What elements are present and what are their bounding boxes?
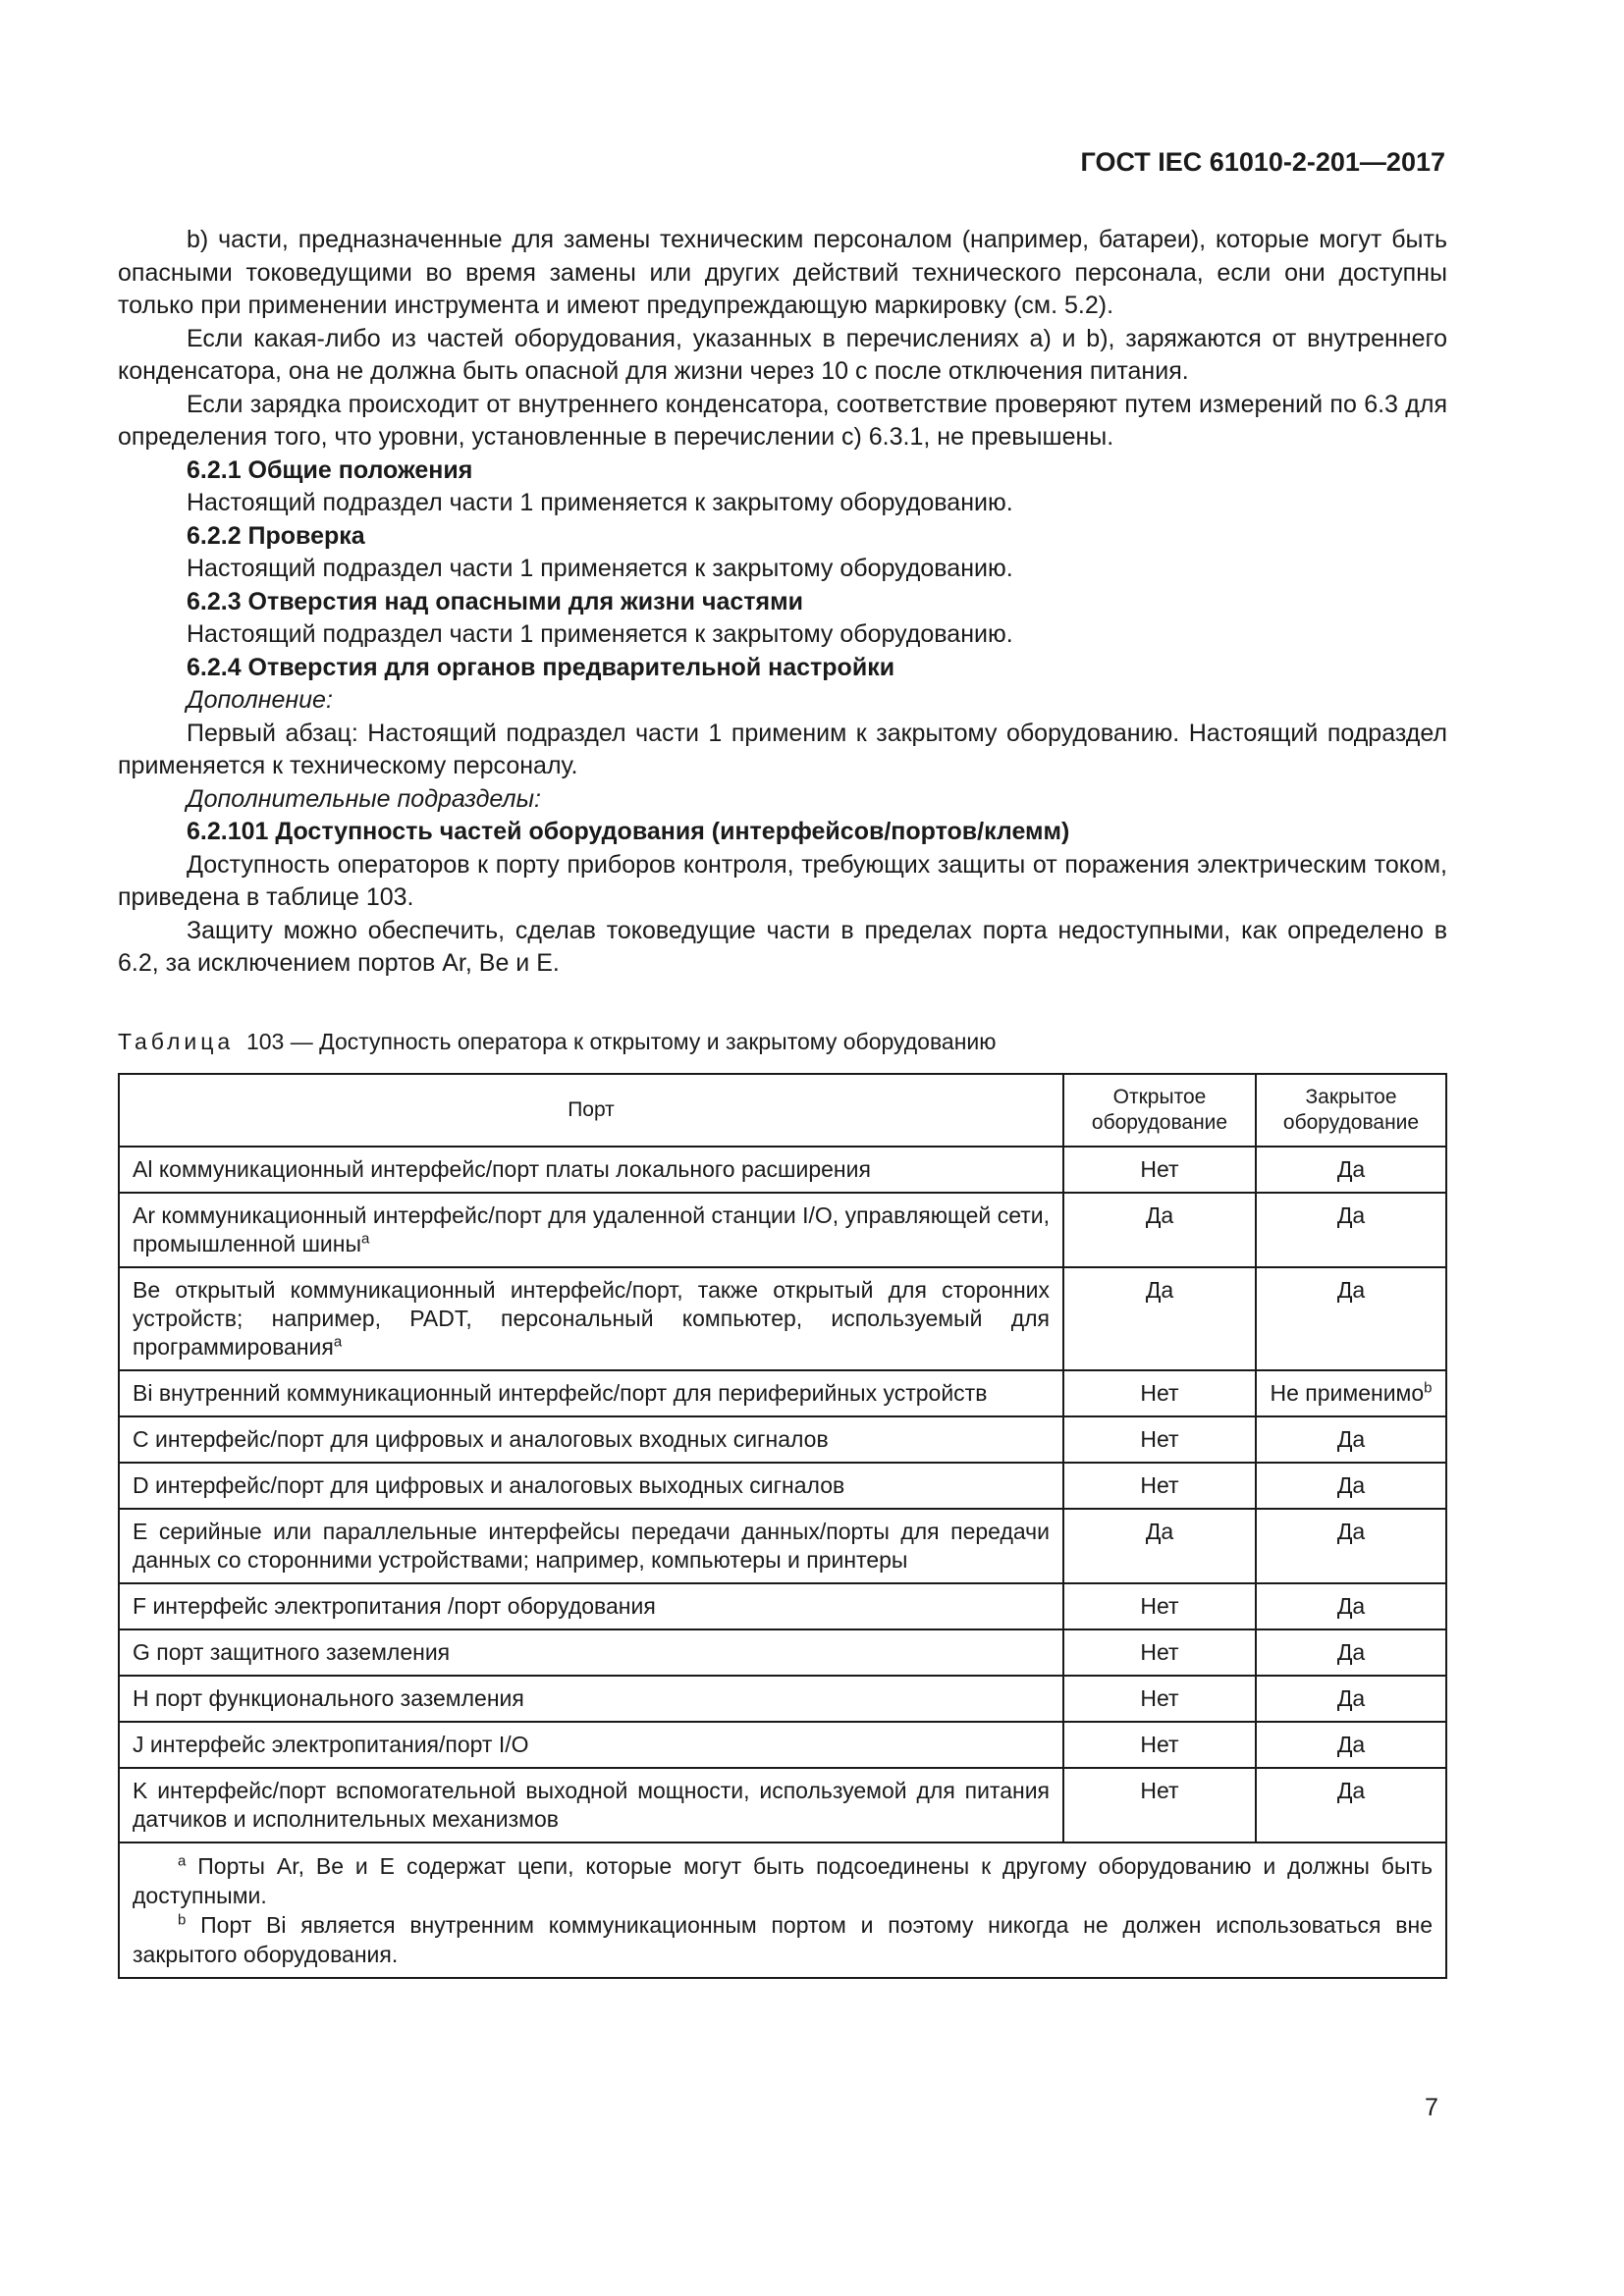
open-equipment-cell: Нет	[1063, 1629, 1256, 1676]
closed-value: Да	[1336, 1685, 1366, 1711]
open-equipment-cell: Да	[1063, 1267, 1256, 1370]
footnote-a-text: Порты Ar, Be и E содержат цепи, которые могут быть подсоединены к другому оборудованию и должны быть доступными.	[133, 1853, 1434, 1908]
port-text: K интерфейс/порт вспомогательной выходной мощности, используемой для питания датчиков и исполнительных механизмов	[133, 1778, 1050, 1832]
table-row	[119, 1768, 1446, 1842]
open-equipment-cell: Да	[1063, 1509, 1256, 1583]
paragraph-b: b) части, предназначенные для замены техническим персоналом (например, батареи), которые могут быть опасными токоведущими во время замены или других действий технического персонала, если они доступны только при применении инструмента и имеют предупреждающую маркировку (см. 5.2).	[118, 226, 1447, 319]
table-caption-text: 103 — Доступность оператора к открытому и закрытому оборудованию	[245, 1029, 997, 1054]
closed-equipment-cell	[1256, 1676, 1446, 1722]
port-text: D интерфейс/порт для цифровых и аналоговых выходных сигналов	[133, 1472, 845, 1498]
table-caption-label: Таблица	[118, 1029, 235, 1054]
table-notes-row	[119, 1842, 1446, 1978]
table-row	[119, 1509, 1446, 1583]
table-row	[119, 1722, 1446, 1768]
port-text: Bi внутренний коммуникационный интерфейс/порт для периферийных устройств	[133, 1380, 988, 1406]
table-notes	[119, 1842, 1446, 1978]
closed-value: Да	[1336, 1202, 1366, 1228]
port-text: Ar коммуникационный интерфейс/порт для удаленной станции I/O, управляющей сети, промышленной шины	[133, 1202, 1050, 1256]
table-row	[119, 1676, 1446, 1722]
port-cell	[119, 1463, 1063, 1509]
heading-6-2-2: 6.2.2 Проверка	[187, 521, 365, 550]
closed-value: Да	[1336, 1472, 1366, 1498]
port-cell	[119, 1768, 1063, 1842]
port-text: Al коммуникационный интерфейс/порт платы локального расширения	[133, 1156, 871, 1182]
closed-value: Да	[1336, 1778, 1366, 1803]
footnote-b-mark: b	[178, 1911, 187, 1929]
port-cell	[119, 1147, 1063, 1193]
paragraph-first: Первый абзац: Настоящий подраздел части 1 применим к закрытому оборудованию. Настоящий подраздел применяется к техническому персоналу.	[118, 719, 1447, 779]
closed-equipment-cell	[1256, 1768, 1446, 1842]
port-text: F интерфейс электропитания /порт оборудования	[133, 1593, 656, 1619]
open-equipment-cell: Да	[1063, 1193, 1256, 1267]
header-open-equipment: Открытое оборудование	[1063, 1074, 1256, 1147]
port-text: E серийные или параллельные интерфейсы передачи данных/порты для передачи данных со сторонними устройствами; например, компьютеры и принтеры	[133, 1519, 1050, 1573]
closed-value: Да	[1336, 1277, 1366, 1303]
heading-6-2-3: 6.2.3 Отверстия над опасными для жизни частями	[187, 587, 803, 615]
paragraph-protect: Защиту можно обеспечить, сделав токоведущие части в пределах порта недоступными, как определено в 6.2, за исключением портов Ar, Be и E.	[118, 916, 1447, 977]
heading-6-2-1: 6.2.1 Общие положения	[187, 455, 473, 484]
footnote-ref: a	[361, 1230, 370, 1248]
document-id: ГОСТ IEC 61010-2-201—2017	[1080, 147, 1445, 177]
footnote-a	[133, 1851, 1433, 1910]
open-equipment-cell: Нет	[1063, 1722, 1256, 1768]
text-6-2-2: Настоящий подраздел части 1 применяется к закрытому оборудованию.	[187, 555, 1013, 582]
text-6-2-1: Настоящий подраздел части 1 применяется к закрытому оборудованию.	[187, 489, 1013, 516]
table-row	[119, 1147, 1446, 1193]
closed-equipment-cell	[1256, 1193, 1446, 1267]
page-number: 7	[1425, 2094, 1438, 2121]
port-text: Be открытый коммуникационный интерфейс/порт, также открытый для сторонних устройств; например, PADT, персональный компьютер, используемый для программирования	[133, 1277, 1050, 1360]
port-cell	[119, 1722, 1063, 1768]
port-cell	[119, 1509, 1063, 1583]
closed-value: Да	[1336, 1639, 1366, 1665]
port-cell	[119, 1193, 1063, 1267]
table-row	[119, 1416, 1446, 1463]
closed-equipment-cell	[1256, 1722, 1446, 1768]
closed-value: Да	[1336, 1426, 1366, 1452]
table-row	[119, 1193, 1446, 1267]
paragraph-check: Если зарядка происходит от внутреннего конденсатора, соответствие проверяют путем измерений по 6.3 для определения того, что уровни, установленные в перечислении с) 6.3.1, не превышены.	[118, 390, 1447, 451]
port-cell	[119, 1676, 1063, 1722]
closed-equipment-cell	[1256, 1463, 1446, 1509]
port-cell	[119, 1583, 1063, 1629]
closed-equipment-cell	[1256, 1267, 1446, 1370]
text-6-2-3: Настоящий подраздел части 1 применяется к закрытому оборудованию.	[187, 620, 1013, 648]
open-equipment-cell: Нет	[1063, 1147, 1256, 1193]
closed-value: Да	[1336, 1519, 1366, 1544]
open-equipment-cell: Нет	[1063, 1676, 1256, 1722]
table-row	[119, 1267, 1446, 1370]
open-equipment-cell: Нет	[1063, 1370, 1256, 1416]
closed-equipment-cell	[1256, 1416, 1446, 1463]
port-cell	[119, 1416, 1063, 1463]
open-equipment-cell: Нет	[1063, 1768, 1256, 1842]
closed-value: Не применимо	[1270, 1380, 1425, 1406]
heading-6-2-4: 6.2.4 Отверстия для органов предварительной настройки	[187, 653, 895, 681]
additional-subsections-label: Дополнительные подразделы:	[187, 784, 541, 813]
table-row	[119, 1463, 1446, 1509]
header-closed-equipment: Закрытое оборудование	[1256, 1074, 1446, 1147]
open-equipment-cell: Нет	[1063, 1416, 1256, 1463]
port-text: H порт функционального заземления	[133, 1685, 524, 1711]
port-cell	[119, 1370, 1063, 1416]
footnote-ref: a	[333, 1333, 343, 1351]
table-row	[119, 1370, 1446, 1416]
table-row	[119, 1629, 1446, 1676]
paragraph-capacitor: Если какая-либо из частей оборудования, указанных в перечислениях а) и b), заряжаются от внутреннего конденсатора, она не должна быть опасной для жизни через 10 с после отключения питания.	[118, 324, 1447, 385]
open-equipment-cell: Нет	[1063, 1583, 1256, 1629]
table-caption	[118, 1029, 997, 1055]
closed-value: Да	[1336, 1593, 1366, 1619]
table-row	[119, 1583, 1446, 1629]
table-header-row	[119, 1074, 1446, 1147]
footnote-a-mark: a	[178, 1852, 187, 1870]
port-text: G порт защитного заземления	[133, 1639, 451, 1665]
closed-equipment-cell	[1256, 1583, 1446, 1629]
closed-equipment-cell	[1256, 1370, 1446, 1416]
closed-value: Да	[1336, 1732, 1366, 1757]
header-port: Порт	[119, 1074, 1063, 1147]
ports-table	[118, 1073, 1447, 1979]
closed-value: Да	[1336, 1156, 1366, 1182]
port-text: C интерфейс/порт для цифровых и аналоговых входных сигналов	[133, 1426, 829, 1452]
port-cell	[119, 1629, 1063, 1676]
footnote-b-text: Порт Bi является внутренним коммуникационным портом и поэтому никогда не должен использоваться вне закрытого оборудования.	[133, 1912, 1433, 1967]
closed-equipment-cell	[1256, 1509, 1446, 1583]
footnote-ref: b	[1424, 1379, 1433, 1397]
body-text	[118, 224, 1447, 981]
closed-equipment-cell	[1256, 1147, 1446, 1193]
footnote-b	[133, 1910, 1433, 1969]
paragraph-access: Доступность операторов к порту приборов контроля, требующих защиты от поражения электрическим током, приведена в таблице 103.	[118, 850, 1447, 911]
port-text: J интерфейс электропитания/порт I/O	[133, 1732, 529, 1757]
open-equipment-cell: Нет	[1063, 1463, 1256, 1509]
closed-equipment-cell	[1256, 1629, 1446, 1676]
port-cell	[119, 1267, 1063, 1370]
addition-label: Дополнение:	[187, 686, 333, 714]
heading-6-2-101: 6.2.101 Доступность частей оборудования (интерфейсов/портов/клемм)	[187, 818, 1070, 845]
